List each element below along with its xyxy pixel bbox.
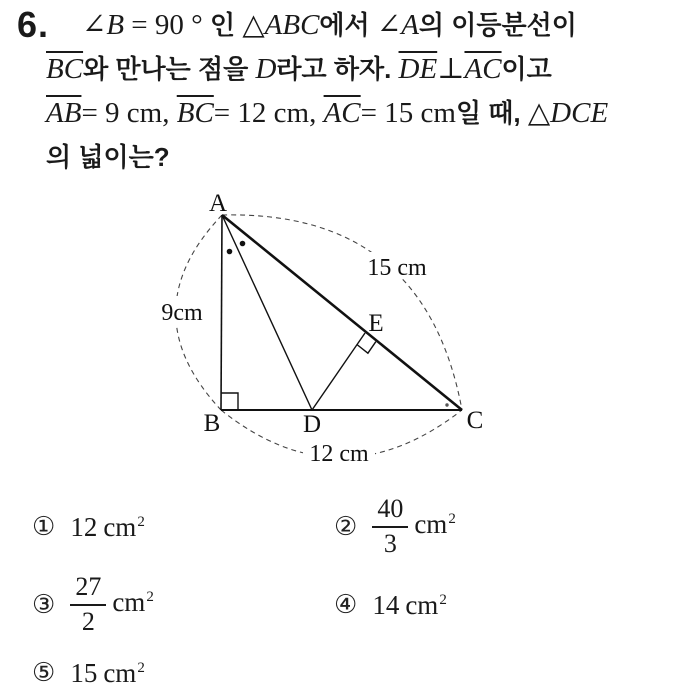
option-1-value: 12 $cm^2$ [70,511,145,542]
option-3[interactable] [32,572,154,638]
text-segment: = 9 cm, [81,97,177,129]
option-3-value: $\frac{27}{2}$ $cm^2$ [70,573,154,636]
text-segment: A [401,9,419,41]
question-line-3 [46,90,661,134]
vertex-label-d: D [302,411,322,438]
text-segment: 인 [209,10,243,40]
option-3-marker: ③ [32,590,56,620]
question-line-1 [46,2,661,46]
right-angle-mark-e [357,342,376,354]
text-segment: ∠ [82,9,107,41]
side-label-ab: 9cm [161,300,203,326]
text-segment: 와 만나는 점을 [83,54,256,84]
text-segment: △ [242,9,265,41]
text-segment: 의 이등분선이 [418,10,577,40]
side-label-bc: 12 cm [309,441,369,467]
option-4-marker: ④ [334,590,358,620]
text-segment: = 15 cm [360,97,456,129]
text-segment: 이고 [501,54,552,84]
side-ca [222,215,462,410]
text-segment: 에서 [319,10,377,40]
text-segment: $\overline{BC}$ [46,53,84,85]
option-2[interactable] [334,494,456,560]
text-segment: $\overline{BC}$ [176,97,214,129]
triangle-diagram [130,185,560,475]
vertex-label-e: E [368,310,384,337]
option-5-marker: ⑤ [32,658,56,688]
text-segment: D [255,53,277,85]
text-segment: $\overline{AC}$ [323,97,361,129]
option-4-value: 14 $cm^2$ [372,589,447,620]
text-segment: ABC [264,9,320,41]
right-angle-mark-b [221,393,238,410]
text-segment: 일 때, [455,98,528,128]
option-2-marker: ② [334,512,358,542]
side-ab [221,215,222,410]
bisector-ad [222,215,312,410]
option-4[interactable] [334,583,447,627]
vertex-label-a: A [208,190,228,217]
text-segment: $\overline{DE}$ [398,53,438,85]
text-segment: DCE [550,97,609,129]
text-segment: △ [527,97,551,129]
question-line-2 [46,46,661,90]
angle-dot-2 [240,241,246,247]
text-segment: $\overline{AB}$ [46,97,82,129]
question-line-4 [46,134,661,178]
text-segment: = 12 cm, [213,97,324,129]
text-segment: $\overline{AC}$ [464,53,502,85]
option-1-marker: ① [32,512,56,542]
angle-dot-1 [227,249,233,255]
fraction: $\frac{40}{3}$ [372,495,408,558]
side-label-ca: 15 cm [367,255,427,281]
vertex-label-c: C [466,407,484,434]
text-segment: 의 넓이는? [46,142,170,172]
fraction: $\frac{27}{2}$ [70,573,106,636]
question-text [46,2,661,178]
text-segment: B [106,9,125,41]
angle-dot-c [445,403,448,406]
text-segment: 라고 하자. [276,54,399,84]
text-segment: ∠ [376,9,402,41]
option-1[interactable] [32,505,145,549]
text-segment: = 90 ° [124,9,210,41]
vertex-label-b: B [203,410,221,437]
option-5-value: 15 $cm^2$ [70,657,145,688]
text-segment: ⊥ [437,53,465,85]
option-5[interactable] [32,651,145,695]
option-2-value: $\frac{40}{3}$ $cm^2$ [372,495,456,558]
question-number: 6. [17,4,50,45]
